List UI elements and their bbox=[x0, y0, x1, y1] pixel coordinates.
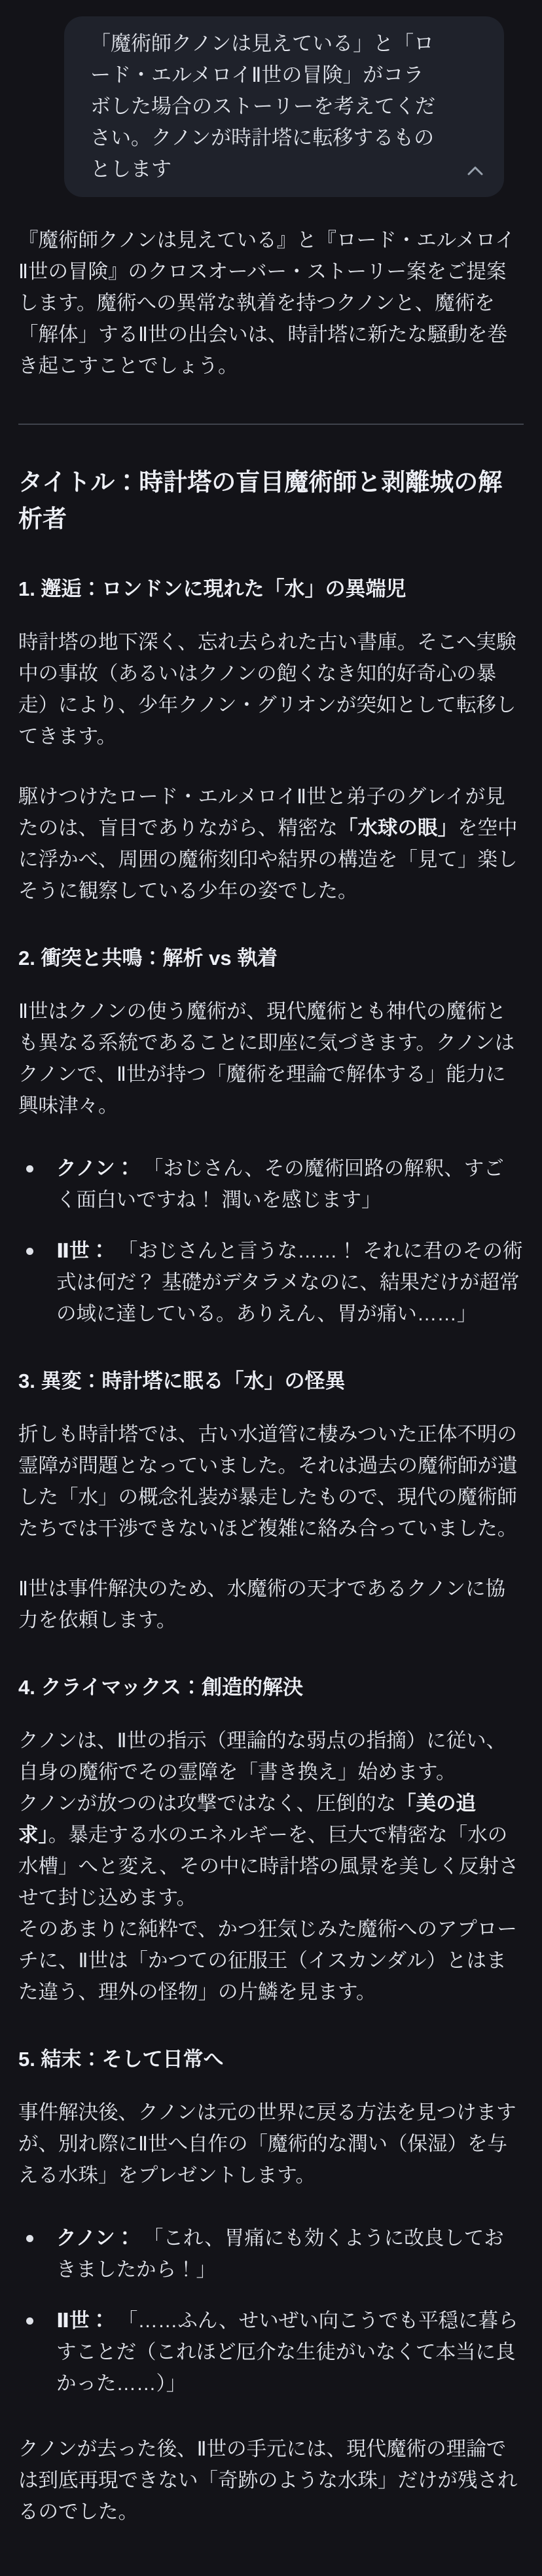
dialogue-text: 「おじさんと言うな……！ それに君のその術式は何だ？ 基礎がデタラメなのに、結果だけが超常の域に達している。ありえん、胃が痛い……」 bbox=[56, 1240, 523, 1325]
paragraph-line bbox=[18, 1788, 524, 1914]
section-5-heading: 5. 結末：そして日常へ bbox=[18, 2048, 224, 2071]
paragraph bbox=[18, 1725, 524, 2008]
highlight-bold: 「水球の眼」 bbox=[338, 817, 458, 839]
speaker-label: クノン： bbox=[56, 1157, 136, 1180]
story-title: タイトル：時計塔の盲目魔術師と剥離城の解析者 bbox=[18, 469, 503, 532]
paragraph: Ⅱ世は事件解決のため、水魔術の天才であるクノンに協力を依頼します。 bbox=[18, 1578, 505, 1631]
section-3 bbox=[18, 1368, 524, 1636]
collapse-button[interactable] bbox=[463, 159, 487, 183]
speaker-label: クノン： bbox=[56, 2227, 136, 2249]
list-item bbox=[18, 2305, 524, 2399]
paragraph: 時計塔の地下深く、忘れ去られた古い書庫。そこへ実験中の事故（あるいはクノンの飽くなき知的好奇心の暴走）により、少年クノン・グリオンが突如として転移してきます。 bbox=[18, 631, 516, 748]
dialogue-text: 「おじさん、その魔術回路の解釈、すごく面白いですね！ 潤いを感じます」 bbox=[56, 1157, 504, 1211]
highlight-bold: 「美の追求」 bbox=[18, 1792, 477, 1846]
section-2 bbox=[18, 945, 524, 1330]
dialogue-list bbox=[18, 1153, 524, 1330]
dialogue-text: 「これ、胃痛にも効くように改良しておきましたから！」 bbox=[56, 2227, 504, 2281]
section-5 bbox=[18, 2046, 524, 2528]
list-item bbox=[18, 2222, 524, 2285]
section-4-heading: 4. クライマックス：創造的解決 bbox=[18, 1676, 303, 1699]
paragraph-text: を空中に浮かべ、周囲の魔術刻印や結界の構造を「見て」楽しそうに観察している少年の姿でした。 bbox=[18, 817, 518, 902]
paragraph: 折しも時計塔では、古い水道管に棲みついた正体不明の霊障が問題となっていました。それは過去の魔術師が遺した「水」の概念礼装が暴走したもので、現代の魔術師たちでは干渉できないほど複雑に絡み合っていました。 bbox=[18, 1423, 518, 1540]
bullet-icon bbox=[26, 2317, 33, 2325]
assistant-response bbox=[0, 225, 542, 2528]
section-1 bbox=[18, 575, 524, 907]
paragraph-line: そのあまりに純粋で、かつ狂気じみた魔術へのアプローチに、Ⅱ世は「かつての征服王（イスカンダル）とはまた違う、理外の怪物」の片鱗を見ます。 bbox=[18, 1918, 517, 2003]
section-1-heading: 1. 邂逅：ロンドンに現れた「水」の異端児 bbox=[18, 577, 406, 600]
dialogue-list bbox=[18, 2222, 524, 2399]
divider bbox=[18, 424, 524, 425]
section-4 bbox=[18, 1674, 524, 2008]
bullet-icon bbox=[26, 2235, 33, 2242]
bullet-icon bbox=[26, 1248, 33, 1255]
paragraph: 事件解決後、クノンは元の世界に戻る方法を見つけますが、別れ際にⅡ世へ自作の「魔術的な潤い（保湿）を与える水珠」をプレゼントします。 bbox=[18, 2101, 516, 2186]
section-2-heading: 2. 衝突と共鳴：解析 vs 執着 bbox=[18, 947, 278, 970]
bullet-icon bbox=[26, 1165, 33, 1172]
dialogue-text: 「……ふん、せいぜい向こうでも平穏に暮らすことだ（これほど厄介な生徒がいなくて本当に良かった……）」 bbox=[56, 2310, 518, 2395]
paragraph: Ⅱ世はクノンの使う魔術が、現代魔術とも神代の魔術とも異なる系統であることに即座に気づきます。クノンはクノンで、Ⅱ世が持つ「魔術を理論で解体する」能力に興味津々。 bbox=[18, 1000, 515, 1117]
paragraph-text: 駆けつけたロード・エルメロイⅡ世と弟子のグレイが見たのは、盲目でありながら、精密な bbox=[18, 786, 505, 839]
user-message-bubble bbox=[64, 16, 504, 197]
speaker-label: Ⅱ世： bbox=[56, 1240, 110, 1262]
section-3-heading: 3. 異変：時計塔に眠る「水」の怪異 bbox=[18, 1370, 346, 1392]
list-item bbox=[18, 1235, 524, 1330]
paragraph-line: クノンは、Ⅱ世の指示（理論的な弱点の指摘）に従い、自身の魔術でその霊障を「書き換え」始めます。 bbox=[18, 1730, 507, 1783]
intro-paragraph: 『魔術師クノンは見えている』と『ロード・エルメロイⅡ世の冒険』のクロスオーバー・ストーリー案をご提案します。魔術への異常な執着を持つクノンと、魔術を「解体」するⅡ世の出会いは、時計塔に新たな騒動を巻き起こすことでしょう。 bbox=[18, 229, 515, 377]
paragraph: クノンが去った後、Ⅱ世の手元には、現代魔術の理論では到底再現できない「奇跡のような水珠」だけが残されるのでした。 bbox=[18, 2438, 518, 2523]
paragraph-text: クノンが放つのは攻撃ではなく、圧倒的な bbox=[18, 1792, 397, 1815]
list-item bbox=[18, 1153, 524, 1216]
user-message-text: 「魔術師クノンは見えている」と「ロード・エルメロイⅡ世の冒険」がコラボした場合のストーリーを考えてください。クノンが時計塔に転移するものとします bbox=[90, 32, 435, 181]
paragraph-text: 。暴走する水のエネルギーを、巨大で精密な「水の水槽」へと変え、その中に時計塔の風景を美しく反射させて封じ込めます。 bbox=[18, 1824, 519, 1909]
paragraph bbox=[18, 781, 524, 907]
speaker-label: Ⅱ世： bbox=[56, 2310, 110, 2332]
chevron-up-icon bbox=[465, 164, 485, 178]
